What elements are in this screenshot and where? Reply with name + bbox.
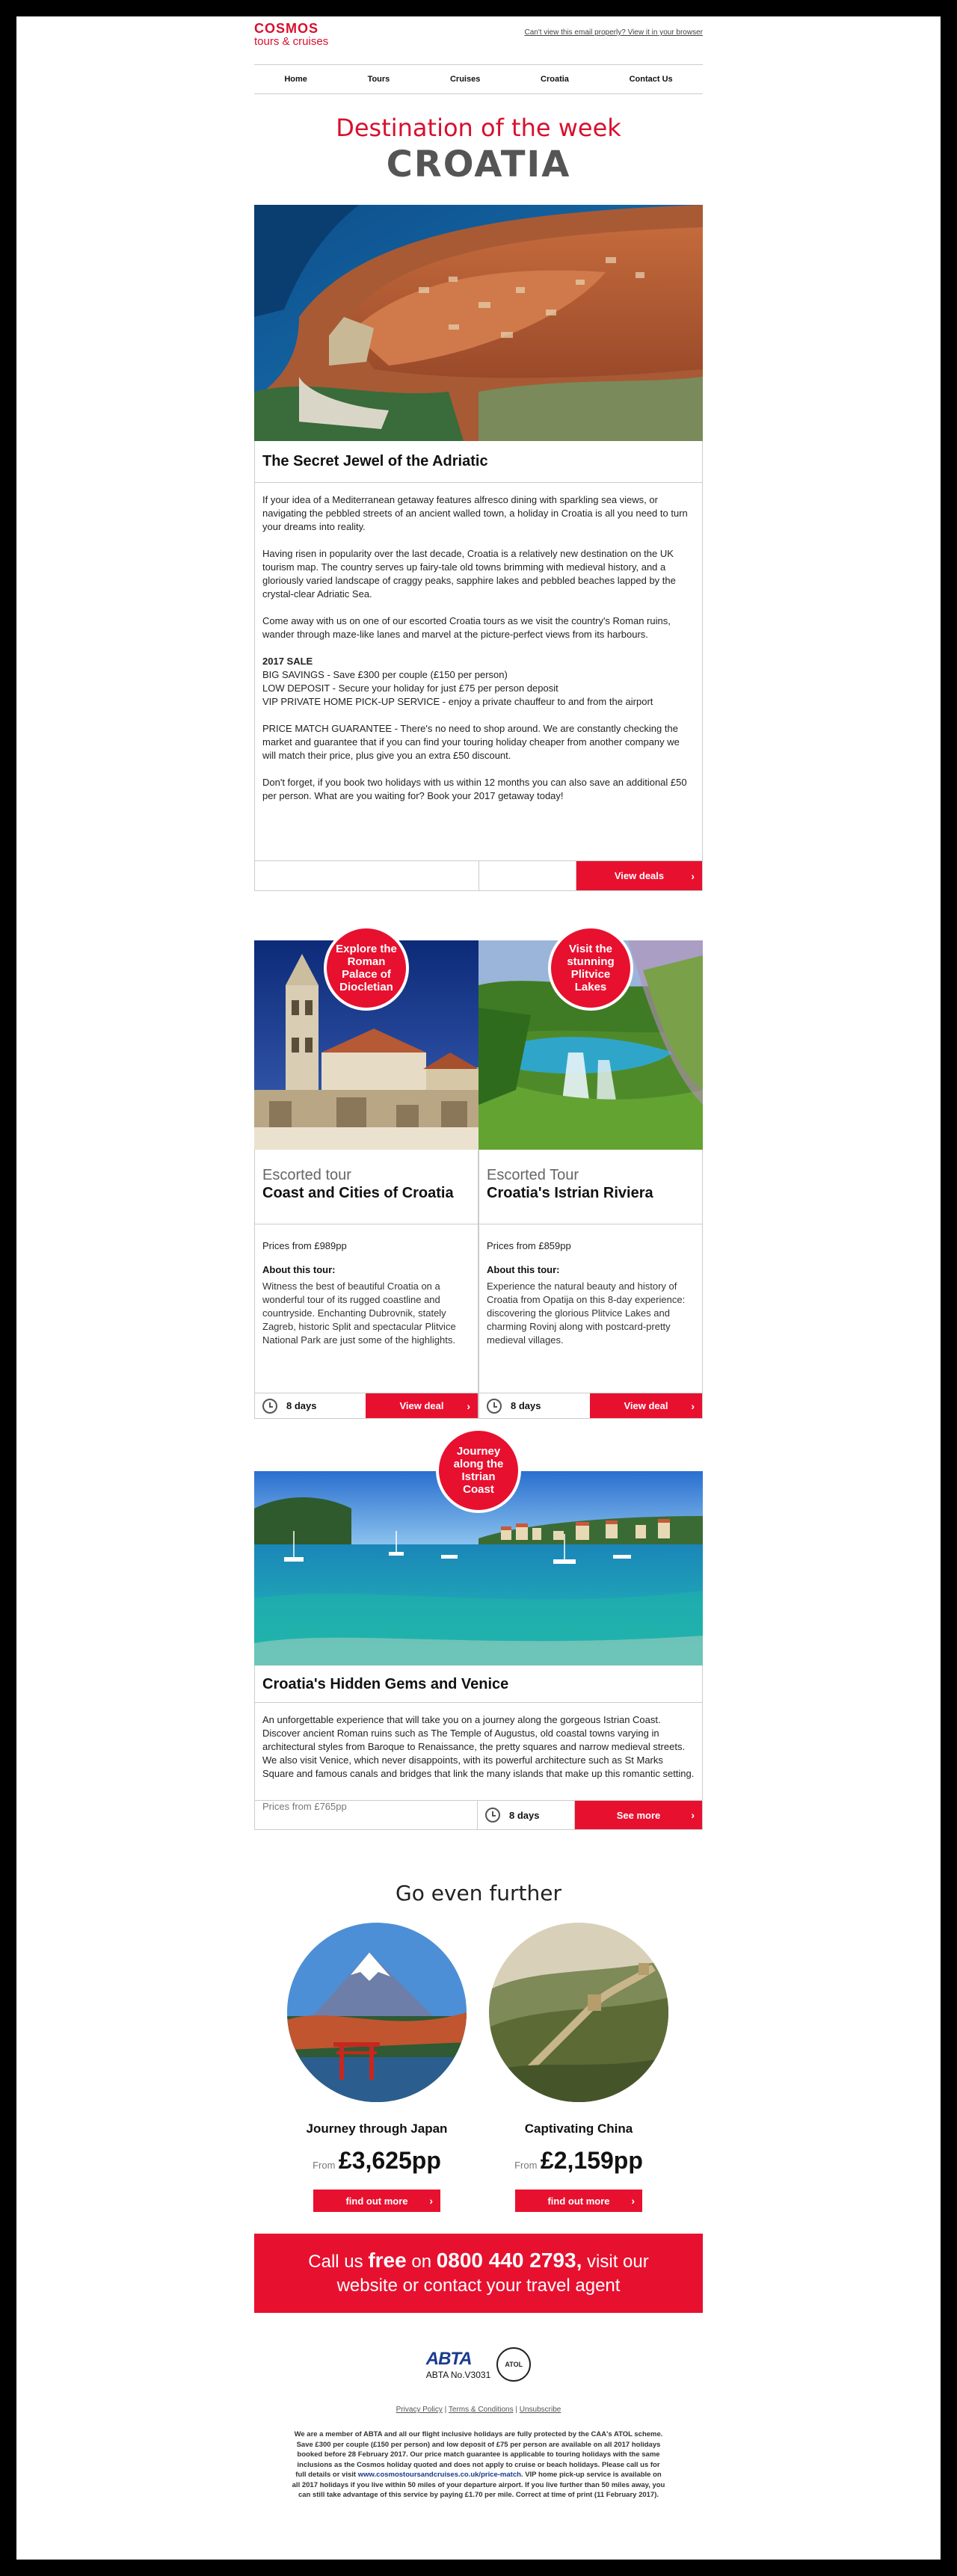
destination-title: CROATIA <box>386 144 571 185</box>
view-deals-row <box>254 861 703 891</box>
tour-price: Prices from £859pp <box>487 1240 571 1251</box>
tour-footer <box>254 1393 478 1419</box>
nav-contact-us[interactable]: Contact Us <box>629 75 673 84</box>
price-from: From <box>514 2160 538 2171</box>
view-deal-label: View deal <box>399 1400 444 1411</box>
email-header <box>254 21 703 64</box>
view-deal-label: View deal <box>624 1400 668 1411</box>
article-paragraph: Don't forget, if you book two holidays with us within 12 months you can also save an additional £50 per person. What are you waiting for? Book your 2017 getaway today! <box>262 777 687 801</box>
view-in-browser-link[interactable]: Can't view this email properly? View it in your browser <box>524 28 703 37</box>
logo-tagline: tours & cruises <box>254 35 329 48</box>
call-free: free <box>368 2249 407 2272</box>
find-out-more-button[interactable] <box>515 2190 642 2212</box>
see-more-button[interactable] <box>575 1801 702 1829</box>
tour-footer <box>478 1393 703 1419</box>
duration-label: 8 days <box>509 1809 540 1821</box>
japan-fuji-photo[interactable] <box>287 1923 467 2102</box>
price-match-link[interactable]: www.cosmostoursandcruises.co.uk/price-match <box>357 2471 521 2479</box>
legal-fine-print <box>254 2429 703 2500</box>
tour-duration <box>479 1393 590 1418</box>
chevron-right-icon: › <box>691 1809 695 1821</box>
price-amount: £2,159pp <box>540 2147 643 2174</box>
article-title: The Secret Jewel of the Adriatic <box>254 441 703 483</box>
istria-price: Prices from £765pp <box>255 1801 478 1829</box>
further-card <box>287 1923 467 2212</box>
abta-number: ABTA No.V3031 <box>425 2370 491 2380</box>
dubrovnik-photo[interactable] <box>254 205 703 441</box>
tour-description: Witness the best of beautiful Croatia on a wonderful tour of its rugged coastline and countryside. Enchanting Dubrovnik, stately Zagreb, historic Split and spectacular Plitvice National Park are just some of the highlights. <box>262 1281 456 1346</box>
tour-description: Experience the natural beauty and history of Croatia from Opatija on this 8-day experience: discovering the glorious Plitvice Lakes and charming Rovinj along with postcard-pretty medieval villages. <box>487 1281 686 1346</box>
fine-print-text: . VIP home pick-up service is available on all 2017 holidays if you live within 50 miles of your departure airport. If you live further than 50 miles away, you can still take advantage of this service by paying £1.70 per mile. Correct at time of print (11 February 2017). <box>292 2471 665 2499</box>
chevron-right-icon: › <box>429 2195 433 2207</box>
see-more-label: See more <box>616 1809 661 1821</box>
chevron-right-icon: › <box>631 2195 635 2207</box>
terms-link[interactable]: Terms & Conditions <box>448 2406 514 2414</box>
clock-icon <box>262 1399 277 1414</box>
tour-badge: Explore the Roman Palace of Diocletian <box>324 925 409 1011</box>
article-body <box>254 483 703 861</box>
call-on: on <box>406 2252 437 2272</box>
sale-item: VIP PRIVATE HOME PICK-UP SERVICE - enjoy a private chauffeur to and from the airport <box>262 696 653 707</box>
abta-wordmark: ABTA <box>425 2349 472 2369</box>
tour-name: Coast and Cities of Croatia <box>262 1185 454 1201</box>
view-deals-label: View deals <box>614 870 665 881</box>
email-page <box>16 16 941 2560</box>
nav-croatia[interactable]: Croatia <box>541 75 569 84</box>
further-name: Journey through Japan <box>306 2121 448 2136</box>
privacy-policy-link[interactable]: Privacy Policy <box>396 2406 443 2414</box>
istria-title: Croatia's Hidden Gems and Venice <box>254 1666 703 1703</box>
view-deals-button[interactable] <box>576 861 702 890</box>
duration-label: 8 days <box>286 1400 317 1411</box>
find-out-more-label: find out more <box>345 2195 408 2207</box>
view-deal-button[interactable] <box>590 1393 702 1418</box>
atol-protected-icon: ATOL <box>496 2347 531 2382</box>
further-price-row <box>489 2147 668 2175</box>
tour-about-label: About this tour: <box>262 1264 336 1275</box>
sale-heading: 2017 SALE <box>262 656 313 667</box>
call-post: visit our website or contact your travel agent <box>336 2252 649 2296</box>
tour-details <box>478 1224 703 1393</box>
go-further-heading: Go even further <box>396 1881 561 1905</box>
unsubscribe-link[interactable]: Unsubscribe <box>519 2406 561 2414</box>
destination-kicker: Destination of the week <box>336 114 621 142</box>
footer-links: Privacy Policy | Terms & Conditions | Unsubscribe <box>396 2406 561 2414</box>
cosmos-logo[interactable] <box>254 21 328 48</box>
tour-header <box>478 1150 703 1224</box>
tour-duration <box>478 1801 575 1829</box>
istria-footer <box>254 1800 703 1830</box>
tour-badge: Visit the stunning Plitvice Lakes <box>548 925 633 1011</box>
clock-icon <box>487 1399 502 1414</box>
nav-home[interactable]: Home <box>284 75 307 84</box>
sale-item: BIG SAVINGS - Save £300 per couple (£150 per person) <box>262 669 508 680</box>
price-amount: £3,625pp <box>338 2147 441 2174</box>
tour-price: Prices from £989pp <box>262 1240 347 1251</box>
istria-description: An unforgettable experience that will take you on a journey along the gorgeous Istrian Coast. Discover ancient Roman ruins such as The Temple of Augustus, old coastal towns varying in architectural styles from Baroque to Renaissance, the pretty squares and narrow medieval streets. We also visit Venice, which never disappoints, with its powerful architecture such as St Marks Square and famous canals and bridges that link the many islands that make up this romantic setting. <box>254 1703 703 1815</box>
chevron-right-icon: › <box>467 1399 470 1412</box>
tour-type: Escorted Tour <box>487 1167 579 1183</box>
sale-item: LOW DEPOSIT - Secure your holiday for just £75 per person deposit <box>262 682 558 694</box>
abta-logo <box>426 2349 491 2380</box>
call-phone-number: 0800 440 2793, <box>436 2249 582 2272</box>
tour-about-label: About this tour: <box>487 1264 560 1275</box>
clock-icon <box>485 1808 500 1822</box>
price-from: From <box>313 2160 336 2171</box>
article-paragraph: If your idea of a Mediterranean getaway features alfresco dining with sparkling sea views, or navigating the pebbled streets of an ancient walled town, a holiday in Croatia is all you need to turn your dreams into reality. <box>262 494 688 532</box>
sale-block <box>262 655 695 709</box>
tour-header <box>254 1150 478 1224</box>
chevron-right-icon: › <box>691 1399 695 1412</box>
tour-duration <box>255 1393 366 1418</box>
duration-label: 8 days <box>511 1400 541 1411</box>
call-pre: Call us <box>308 2252 369 2272</box>
tour-name: Croatia's Istrian Riviera <box>487 1185 653 1201</box>
find-out-more-label: find out more <box>547 2195 610 2207</box>
article-paragraph: PRICE MATCH GUARANTEE - There's no need to shop around. We are constantly checking the market and guarantee that if you can find your touring holiday cheaper from another company we will match their price, plus give you an extra £50 discount. <box>262 723 680 761</box>
fine-print-text: We are a member of ABTA and all our flight inclusive holidays are fully protected by the CAA's ATOL scheme. Save £300 per couple (£150 per person) and low deposit of £75 per person are available on all 2017 holidays booked before 28 February 2017. Our price match guarantee is applicable to touring holidays with the same inclusions as the Cosmos holiday quoted and does not apply to cruise or beach holidays. Please call us for full details or visit <box>294 2430 663 2479</box>
main-nav <box>254 64 703 94</box>
further-name: Captivating China <box>524 2121 633 2136</box>
find-out-more-button[interactable] <box>313 2190 440 2212</box>
tour-details <box>254 1224 478 1393</box>
further-price-row <box>287 2147 467 2175</box>
chevron-right-icon: › <box>691 869 695 882</box>
nav-cruises[interactable]: Cruises <box>449 75 481 84</box>
view-deal-button[interactable] <box>366 1393 478 1418</box>
further-card <box>489 1923 668 2212</box>
tour-type: Escorted tour <box>262 1167 351 1183</box>
china-great-wall-photo[interactable] <box>489 1923 668 2102</box>
accreditation-logos <box>254 2347 703 2382</box>
nav-tours[interactable]: Tours <box>367 75 390 84</box>
logo-wordmark: COSMOS <box>254 21 319 36</box>
call-us-banner[interactable] <box>254 2234 703 2313</box>
article-paragraph: Come away with us on one of our escorted Croatia tours as we visit the country's Roman ruins, wander through maze-like lanes and marvel at the picture-perfect views from its harbours. <box>262 615 671 640</box>
istria-badge: Journey along the Istrian Coast <box>436 1428 521 1513</box>
article-paragraph: Having risen in popularity over the last decade, Croatia is a relatively new destination on the UK tourism map. The country serves up fairy-tale old towns brimming with medieval history, and a gloriously varied landscape of craggy peaks, sapphire lakes and pebbled beaches lapped by the crystal-clear Adriatic Sea. <box>262 548 676 600</box>
